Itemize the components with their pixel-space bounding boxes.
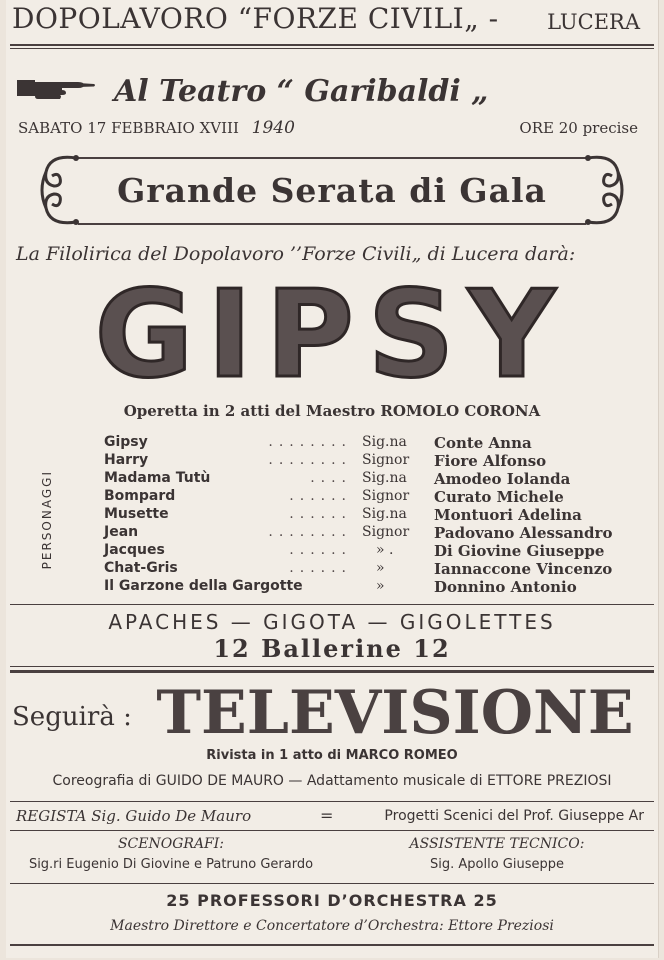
cast-role: Madama Tutù — [104, 470, 211, 486]
orchestra-line: 25 PROFESSORI D’ORCHESTRA 25 — [166, 891, 498, 910]
header-organization: DOPOLAVORO “FORZE CIVILI„ - — [12, 2, 499, 35]
cast-title: » . — [376, 542, 394, 558]
header-rule — [10, 44, 654, 46]
cast-role: Bompard — [104, 488, 176, 504]
event-title: Grande Serata di Gala — [117, 171, 547, 210]
cast-actor: Padovano Alessandro — [434, 524, 613, 542]
leader-dots: ...... — [289, 560, 352, 576]
cast-actor: Di Giovine Giuseppe — [434, 542, 605, 560]
section-rule-thick — [10, 670, 654, 673]
pointing-hand-icon — [16, 74, 98, 102]
leader-dots: ........ — [268, 524, 352, 540]
header-town: LUCERA — [547, 10, 640, 34]
cast-role: Musette — [104, 506, 169, 522]
orchestra-rule-top — [10, 883, 654, 884]
cast-rule — [10, 604, 654, 605]
scenografi-label: SCENOGRAFI: — [117, 836, 225, 852]
cast-row — [104, 542, 624, 560]
cast-title: Sig.na — [362, 506, 407, 522]
presenter-line: La Filolirica del Dopolavoro ’’Forze Civili„ di Lucera darà: — [16, 243, 576, 265]
poster — [6, 0, 659, 958]
leader-dots: .... — [310, 470, 352, 486]
cast-row — [104, 452, 624, 470]
cast-role: Jacques — [104, 542, 165, 558]
date-printed: SABATO 17 FEBBRAIO XVIII — [18, 119, 239, 137]
cast-title: Sig.na — [362, 470, 407, 486]
cast-actor: Fiore Alfonso — [434, 452, 547, 470]
cast-role: Harry — [104, 452, 149, 468]
second-show-credits: Coreografia di GUIDO DE MAURO — Adattamento musicale di ETTORE PREZIOSI — [52, 773, 612, 789]
leader-dots: ...... — [289, 488, 352, 504]
second-show-subtitle: Rivista in 1 atto di MARCO ROMEO — [206, 748, 458, 763]
gala-bottom-rule — [78, 223, 586, 225]
cast-title: Sig.na — [362, 434, 407, 450]
cast-row — [104, 578, 624, 596]
cast-title: Signor — [362, 488, 410, 504]
time-line: ORE 20 precise — [519, 119, 638, 137]
cast-role: Jean — [104, 524, 139, 540]
leader-dots: ...... — [289, 542, 352, 558]
cast-role: Gipsy — [104, 434, 148, 450]
cast-row — [104, 488, 624, 506]
cast-actor: Conte Anna — [434, 434, 532, 452]
progetti-line: Progetti Scenici del Prof. Giuseppe Ar — [384, 808, 644, 824]
cast-role: Il Garzone della Gargotte — [104, 578, 303, 594]
ballerine-line: 12 Ballerine 12 — [213, 634, 451, 663]
dancers-line: APACHES — GIGOTA — GIGOLETTES — [108, 610, 556, 634]
cast-actor: Curato Michele — [434, 488, 564, 506]
date-handwritten-year: 1940 — [251, 118, 295, 138]
date-line — [18, 118, 295, 138]
assistente-label: ASSISTENTE TECNICO: — [409, 836, 585, 852]
regia-rule-bottom — [10, 830, 654, 831]
leader-dots: ...... — [289, 506, 352, 522]
main-show-subtitle: Operetta in 2 atti del Maestro ROMOLO CORONA — [123, 402, 541, 420]
leader-dots: ........ — [268, 434, 352, 450]
leader-dots: ........ — [268, 452, 352, 468]
header-rule-thin — [10, 48, 654, 49]
cast-title: Signor — [362, 524, 410, 540]
cast-title: » — [376, 560, 385, 576]
assistente-names: Sig. Apollo Giuseppe — [430, 857, 564, 872]
cast-actor: Donnino Antonio — [434, 578, 577, 596]
cast-actor: Montuori Adelina — [434, 506, 582, 524]
cast-row — [104, 560, 624, 578]
regia-separator: = — [320, 806, 334, 825]
cast-title: Signor — [362, 452, 410, 468]
cast-row — [104, 524, 624, 542]
main-show-title: GIPSY — [94, 266, 570, 405]
venue-line: Al Teatro “ Garibaldi „ — [114, 74, 489, 109]
scenografi-names: Sig.ri Eugenio Di Giovine e Patruno Gerardo — [28, 857, 314, 872]
cast-row — [104, 470, 624, 488]
section-rule — [10, 666, 654, 667]
second-show-lead-in: Seguirà : — [12, 702, 132, 732]
regia-rule-top — [10, 801, 654, 802]
regia-line: REGISTA Sig. Guido De Mauro — [16, 807, 252, 825]
conductor-line: Maestro Direttore e Concertatore d’Orchestra: Ettore Preziosi — [110, 918, 554, 934]
footer-rule — [10, 944, 654, 946]
cast-role: Chat-Gris — [104, 560, 178, 576]
second-show-title: TELEVISIONE — [156, 678, 634, 748]
cast-actor: Iannaccone Vincenzo — [434, 560, 613, 578]
cast-actor: Amodeo Iolanda — [434, 470, 571, 488]
cast-row — [104, 506, 624, 524]
cast-label: PERSONAGGI — [40, 470, 54, 570]
gala-top-rule — [78, 157, 586, 159]
cast-title: » — [376, 578, 385, 594]
cast-row — [104, 434, 624, 452]
